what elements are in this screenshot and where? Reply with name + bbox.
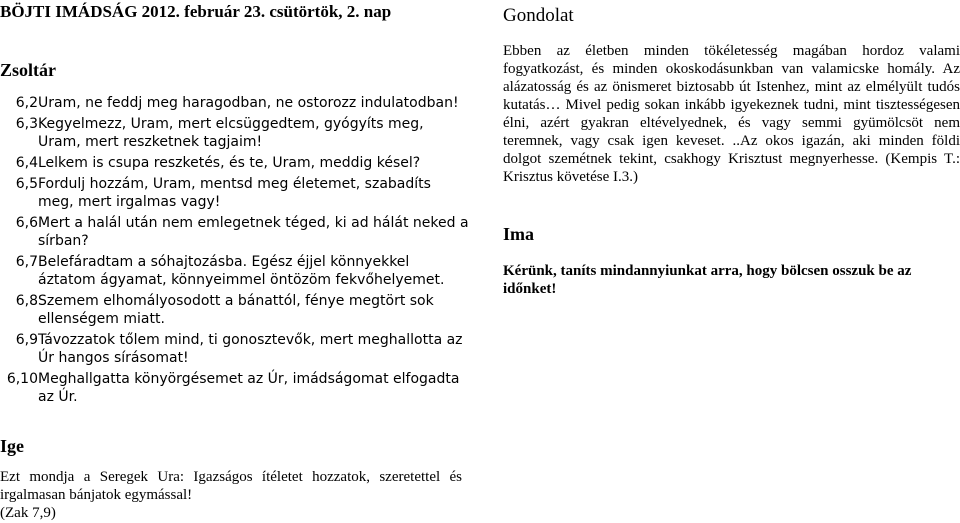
verse-number: 6,9 [15, 332, 38, 348]
verse-text: Meghallgatta könyörgésemet az Úr, imádságomat elfogadta az Úr. [38, 371, 460, 405]
verse-number: 6,6 [15, 215, 38, 231]
psalm-verse [0, 115, 470, 151]
psalm-verse [0, 214, 470, 250]
psalm-verse [0, 292, 470, 328]
verse-number: 6,10 [6, 371, 38, 387]
verse-number: 6,4 [15, 155, 38, 171]
verse-text: Mert a halál után nem emlegetnek téged, ki ad hálát neked a sírban? [38, 215, 469, 249]
verse-number: 6,3 [15, 116, 38, 132]
gondolat-text: Ebben az életben minden tökéletesség magában hordoz valami fogyatkozást, és minden okoskodásunkban van valamicske homály. Az alázatosság és az önismeret biztosabb út Istenhez, mint az elmélyült tudós kutatás… Mivel pedig sokan inkább igyekeznek tudni, mint tisztességesen élni, azért gyakran eltévelyednek, és vagy semmi gyümölcsöt nem teremnek, vagy csak igen keveset. ..Az okos igazán, aki minden földi dolgot szemétnek tekint, csakhogy Krisztust megnyerhesse. (Kempis T.: Krisztus követése I.3.) [503, 43, 960, 185]
verse-number: 6,8 [15, 293, 38, 309]
verse-text: Fordulj hozzám, Uram, mentsd meg életemet, szabadíts meg, mert irgalmas vagy! [38, 176, 431, 210]
verse-text: Távozzatok tőlem mind, ti gonosztevők, mert meghallotta az Úr hangos sírásomat! [38, 332, 463, 366]
psalm-verse [0, 331, 470, 367]
verse-number: 6,2 [15, 95, 38, 111]
psalm-verse [0, 370, 470, 406]
verse-text: Lelkem is csupa reszketés, és te, Uram, meddig késel? [38, 155, 421, 171]
psalm-verse [0, 94, 470, 112]
psalm-verse-list [0, 94, 470, 409]
psalm-verse [0, 175, 470, 211]
verse-number: 6,5 [15, 176, 38, 192]
ima-heading: Ima [503, 224, 534, 244]
ige-heading: Ige [0, 436, 24, 456]
zsoltar-heading: Zsoltár [0, 60, 56, 80]
ige-reference: (Zak 7,9) [0, 505, 56, 521]
verse-text: Belefáradtam a sóhajtozásba. Egész éjjel könnyekkel áztatom ágyamat, könnyeimmel öntözöm fekvőhelyemet. [38, 254, 445, 288]
verse-number: 6,7 [15, 254, 38, 270]
page-title: BÖJTI IMÁDSÁG 2012. február 23. csütörtök, 2. nap [0, 2, 392, 21]
ige-passage [0, 468, 462, 522]
gondolat-heading: Gondolat [503, 5, 574, 26]
psalm-verse [0, 253, 470, 289]
psalm-verse [0, 154, 470, 172]
verse-text: Uram, ne feddj meg haragodban, ne ostorozz indulatodban! [38, 95, 459, 111]
ige-text: Ezt mondja a Seregek Ura: Igazságos ítéletet hozzatok, szeretettel és irgalmasan bánjatok egymással! [0, 469, 462, 503]
ima-text: Kérünk, taníts mindannyiunkat arra, hogy bölcsen osszuk be az időnket! [503, 263, 912, 297]
verse-text: Szemem elhomályosodott a bánattól, fénye megtört sok ellenségem miatt. [38, 293, 434, 327]
verse-text: Kegyelmezz, Uram, mert elcsüggedtem, gyógyíts meg, Uram, mert reszketnek tagjaim! [38, 116, 424, 150]
